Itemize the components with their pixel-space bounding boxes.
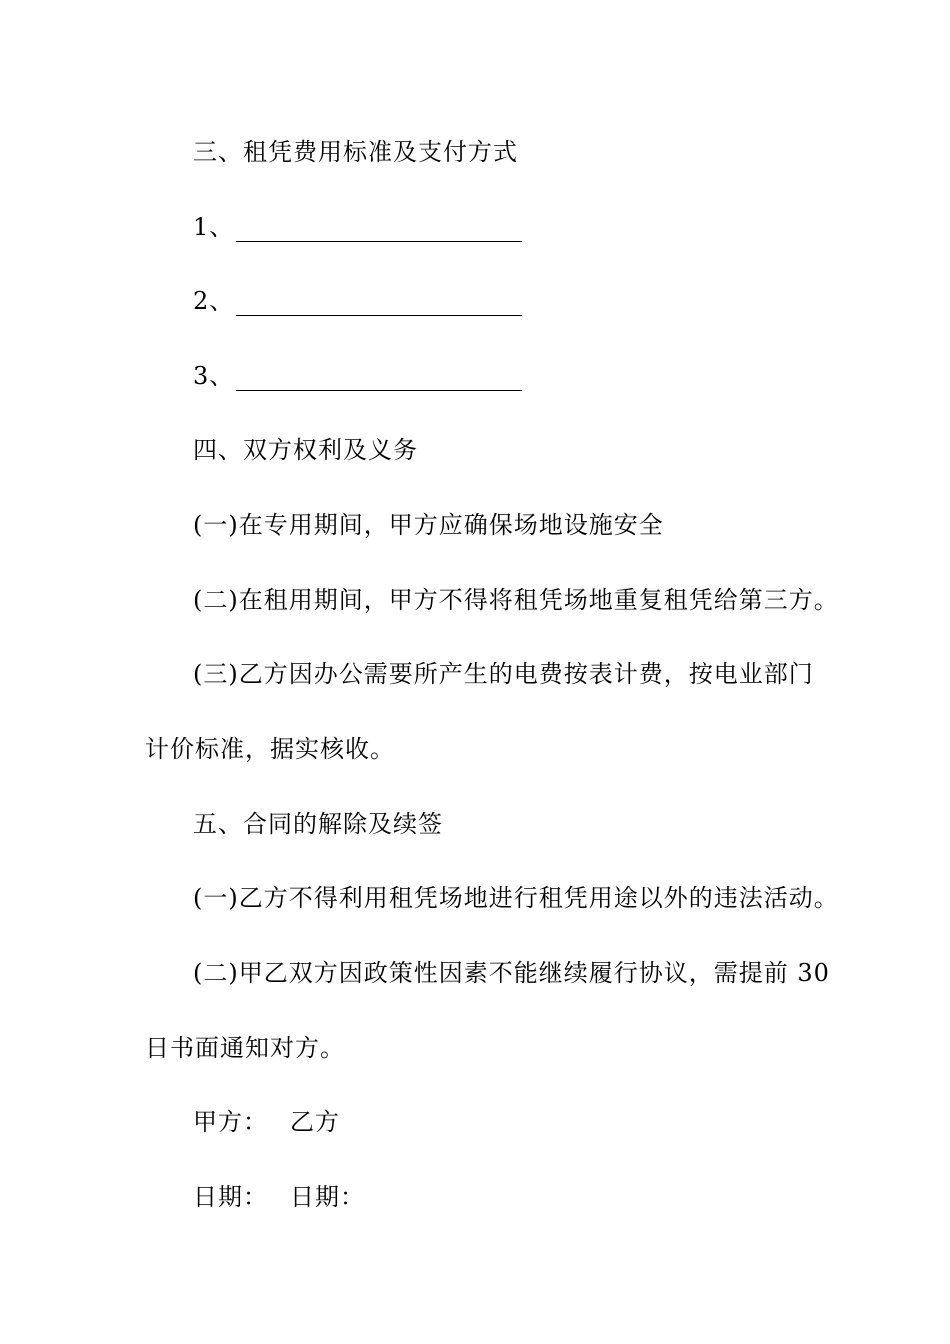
section-4-heading: 四、双方权利及义务 — [193, 436, 418, 464]
date-a-label: 日期： — [193, 1183, 268, 1211]
section-4-clause-2: (二)在租用期间，甲方不得将租凭场地重复租凭给第三方。 — [193, 586, 839, 614]
section-5-clause-2-line-1: (二)甲乙双方因政策性因素不能继续履行协议，需提前 30 — [193, 959, 830, 987]
section-5-heading: 五、合同的解除及续签 — [193, 810, 443, 838]
fee-item-number: 2、 — [193, 287, 235, 315]
signature-parties — [193, 1107, 340, 1137]
section-4-clause-1: (一)在专用期间，甲方应确保场地设施安全 — [193, 511, 664, 539]
fee-item-number: 1、 — [193, 213, 235, 241]
fill-in-blank — [236, 219, 522, 242]
section-3-heading: 三、租凭费用标准及支付方式 — [193, 138, 518, 166]
section-5-clause-1: (一)乙方不得利用租凭场地进行租凭用途以外的违法活动。 — [193, 884, 839, 912]
section-4-clause-3-line-2: 计价标准，据实核收。 — [145, 735, 395, 763]
fee-item-1 — [193, 212, 522, 242]
party-a-label: 甲方： — [193, 1108, 268, 1136]
section-4-clause-3-line-1: (三)乙方因办公需要所产生的电费按表计费，按电业部门 — [193, 660, 814, 688]
fee-item-number: 3、 — [193, 362, 235, 390]
fill-in-blank — [236, 368, 522, 391]
signature-dates — [193, 1182, 365, 1212]
fee-item-2 — [193, 286, 522, 316]
party-b-label: 乙方 — [290, 1108, 340, 1136]
fee-item-3 — [193, 361, 522, 391]
date-b-label: 日期： — [290, 1183, 365, 1211]
fill-in-blank — [236, 293, 522, 316]
section-5-clause-2-line-2: 日书面通知对方。 — [145, 1034, 345, 1062]
